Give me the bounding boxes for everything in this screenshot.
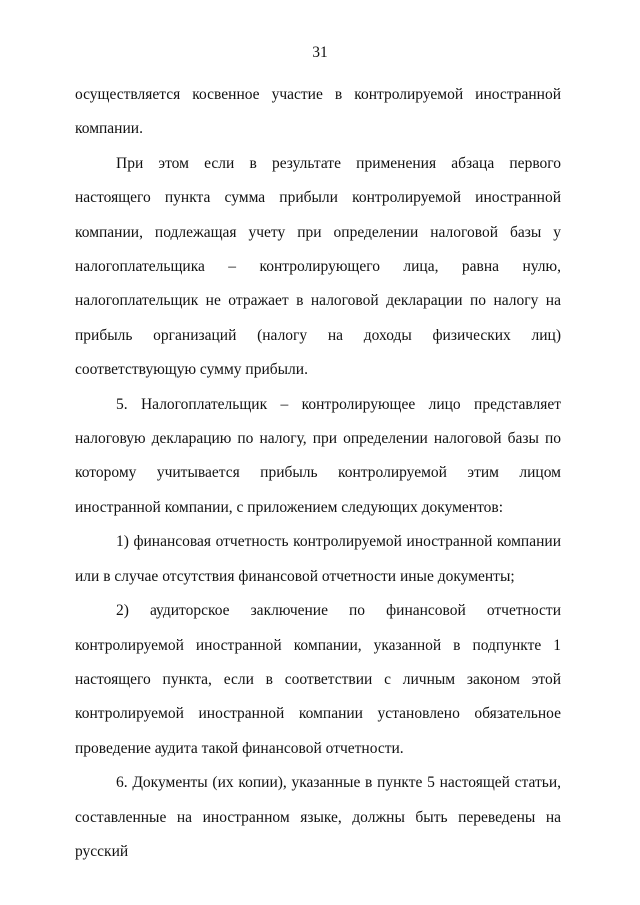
paragraph-subitem-1: 1) финансовая отчетность контролируемой иностранной компании или в случае отсутствия финансовой отчетности иные документы;: [75, 533, 561, 585]
page-number: 31: [312, 44, 328, 61]
paragraph-continuation: осуществляется косвенное участие в контролируемой иностранной компании.: [75, 86, 561, 138]
document-body: [75, 78, 561, 869]
paragraph-item-6: 6. Документы (их копии), указанные в пункте 5 настоящей статьи, составленные на иностранном языке, должны быть переведены на русский: [75, 774, 561, 860]
paragraph-zero-profit: При этом если в результате применения абзаца первого настоящего пункта сумма прибыли контролируемой иностранной компании, подлежащая учету при определении налоговой базы у налогоплательщика – контролирующего лица, равна нулю, налогоплательщик не отражает в налоговой декларации по налогу на прибыль организаций (налогу на доходы физических лиц) соответствующую сумму прибыли.: [75, 154, 561, 379]
paragraph-item-5: 5. Налогоплательщик – контролирующее лицо представляет налоговую декларацию по налогу, при определении налоговой базы по которому учитывается прибыль контролируемой этим лицом иностранной компании, с приложением следующих документов:: [75, 395, 561, 516]
paragraph-subitem-2: 2) аудиторское заключение по финансовой отчетности контролируемой иностранной компании, указанной в подпункте 1 настоящего пункта, если в соответствии с личным законом этой контролируемой иностранной компании установлено обязательное проведение аудита такой финансовой отчетности.: [75, 602, 561, 757]
